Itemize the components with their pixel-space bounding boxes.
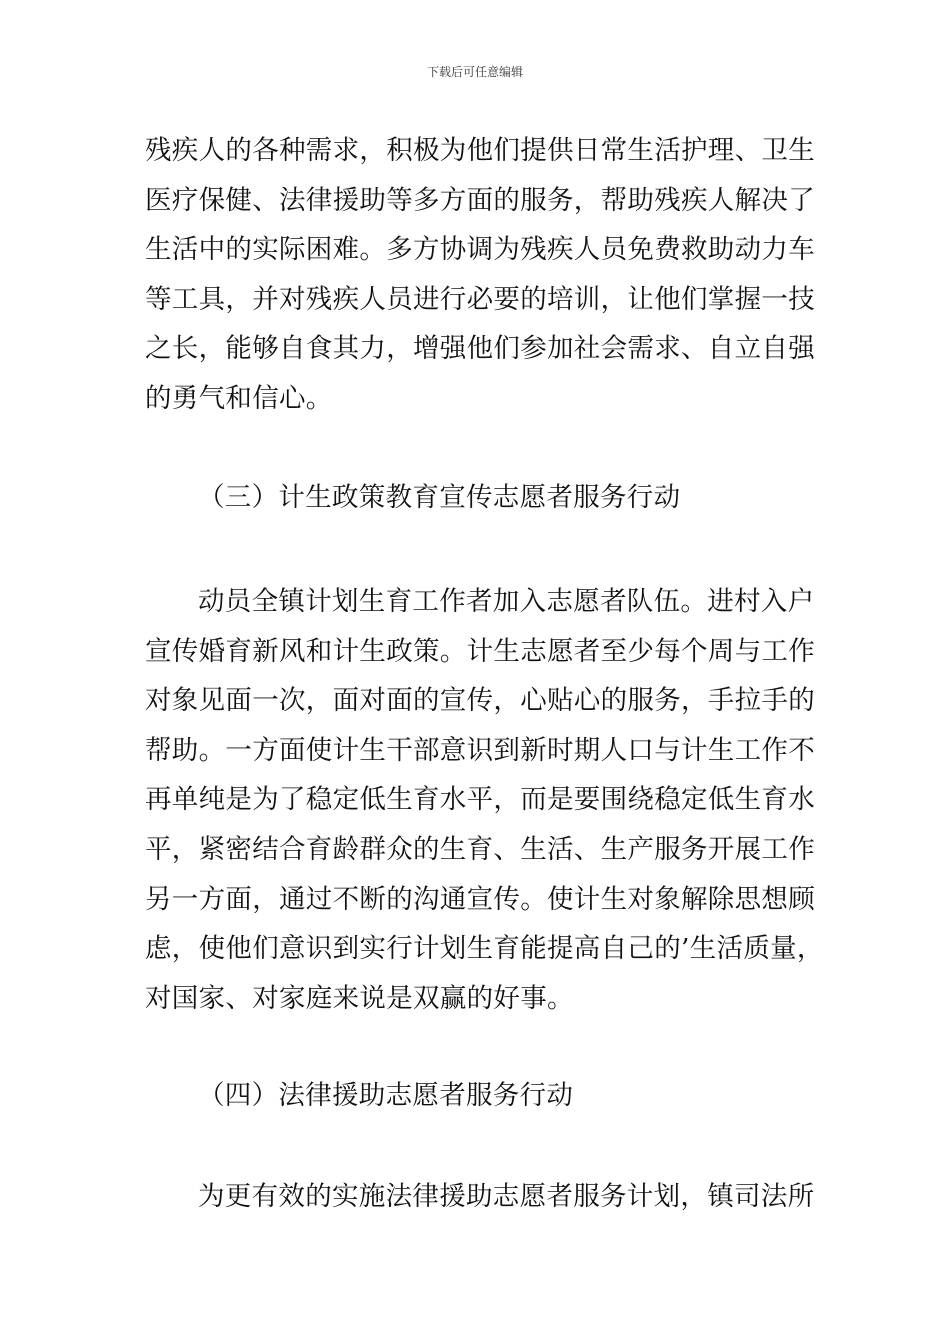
paragraph-family-planning: [145, 577, 824, 1023]
section-heading-4: （四）法律援助志愿者服务行动: [198, 1080, 574, 1111]
text-line: 另一方面，通过不断的沟通宣传。使计生对象解除思想顾: [145, 883, 815, 915]
section-heading-3: （三）计生政策教育宣传志愿者服务行动: [198, 482, 681, 513]
text-line: 虑，使他们意识到实行计划生育能提高自己的’生活质量，: [145, 933, 824, 965]
paragraph-legal-aid: [145, 1172, 815, 1222]
text-line: 宣传婚育新风和计生政策。计生志愿者至少每个周与工作: [145, 635, 815, 667]
text-line: 之长，能够自食其力，增强他们参加社会需求、自立自强: [145, 333, 815, 365]
text-line: 对象见面一次，面对面的宣传，心贴心的服务，手拉手的: [145, 685, 815, 717]
text-line: 为更有效的实施法律援助志愿者服务计划，镇司法所: [198, 1181, 815, 1212]
text-line: 生活中的实际困难。多方协调为残疾人员免费救助动力车: [145, 234, 815, 266]
paragraph-disabled-services: [145, 126, 815, 424]
text-line: 帮助。一方面使计生干部意识到新时期人口与计生工作不: [145, 734, 815, 766]
text-line: 平，紧密结合育龄群众的生育、生活、生产服务开展工作: [145, 833, 815, 865]
text-line: 再单纯是为了稳定低生育水平，而是要围绕稳定低生育水: [145, 784, 815, 816]
text-line: 等工具，并对残疾人员进行必要的培训，让他们掌握一技: [145, 283, 815, 315]
text-line: 对国家、对家庭来说是双赢的好事。: [145, 982, 574, 1014]
text-line: 医疗保健、法律援助等多方面的服务，帮助残疾人解决了: [145, 184, 815, 216]
text-line: 残疾人的各种需求，积极为他们提供日常生活护理、卫生: [145, 135, 815, 166]
page-header: 下载后可任意编辑: [426, 65, 523, 79]
text-line: 动员全镇计划生育工作者加入志愿者队伍。进村入户: [198, 586, 815, 617]
text-line: 的勇气和信心。: [145, 382, 333, 414]
